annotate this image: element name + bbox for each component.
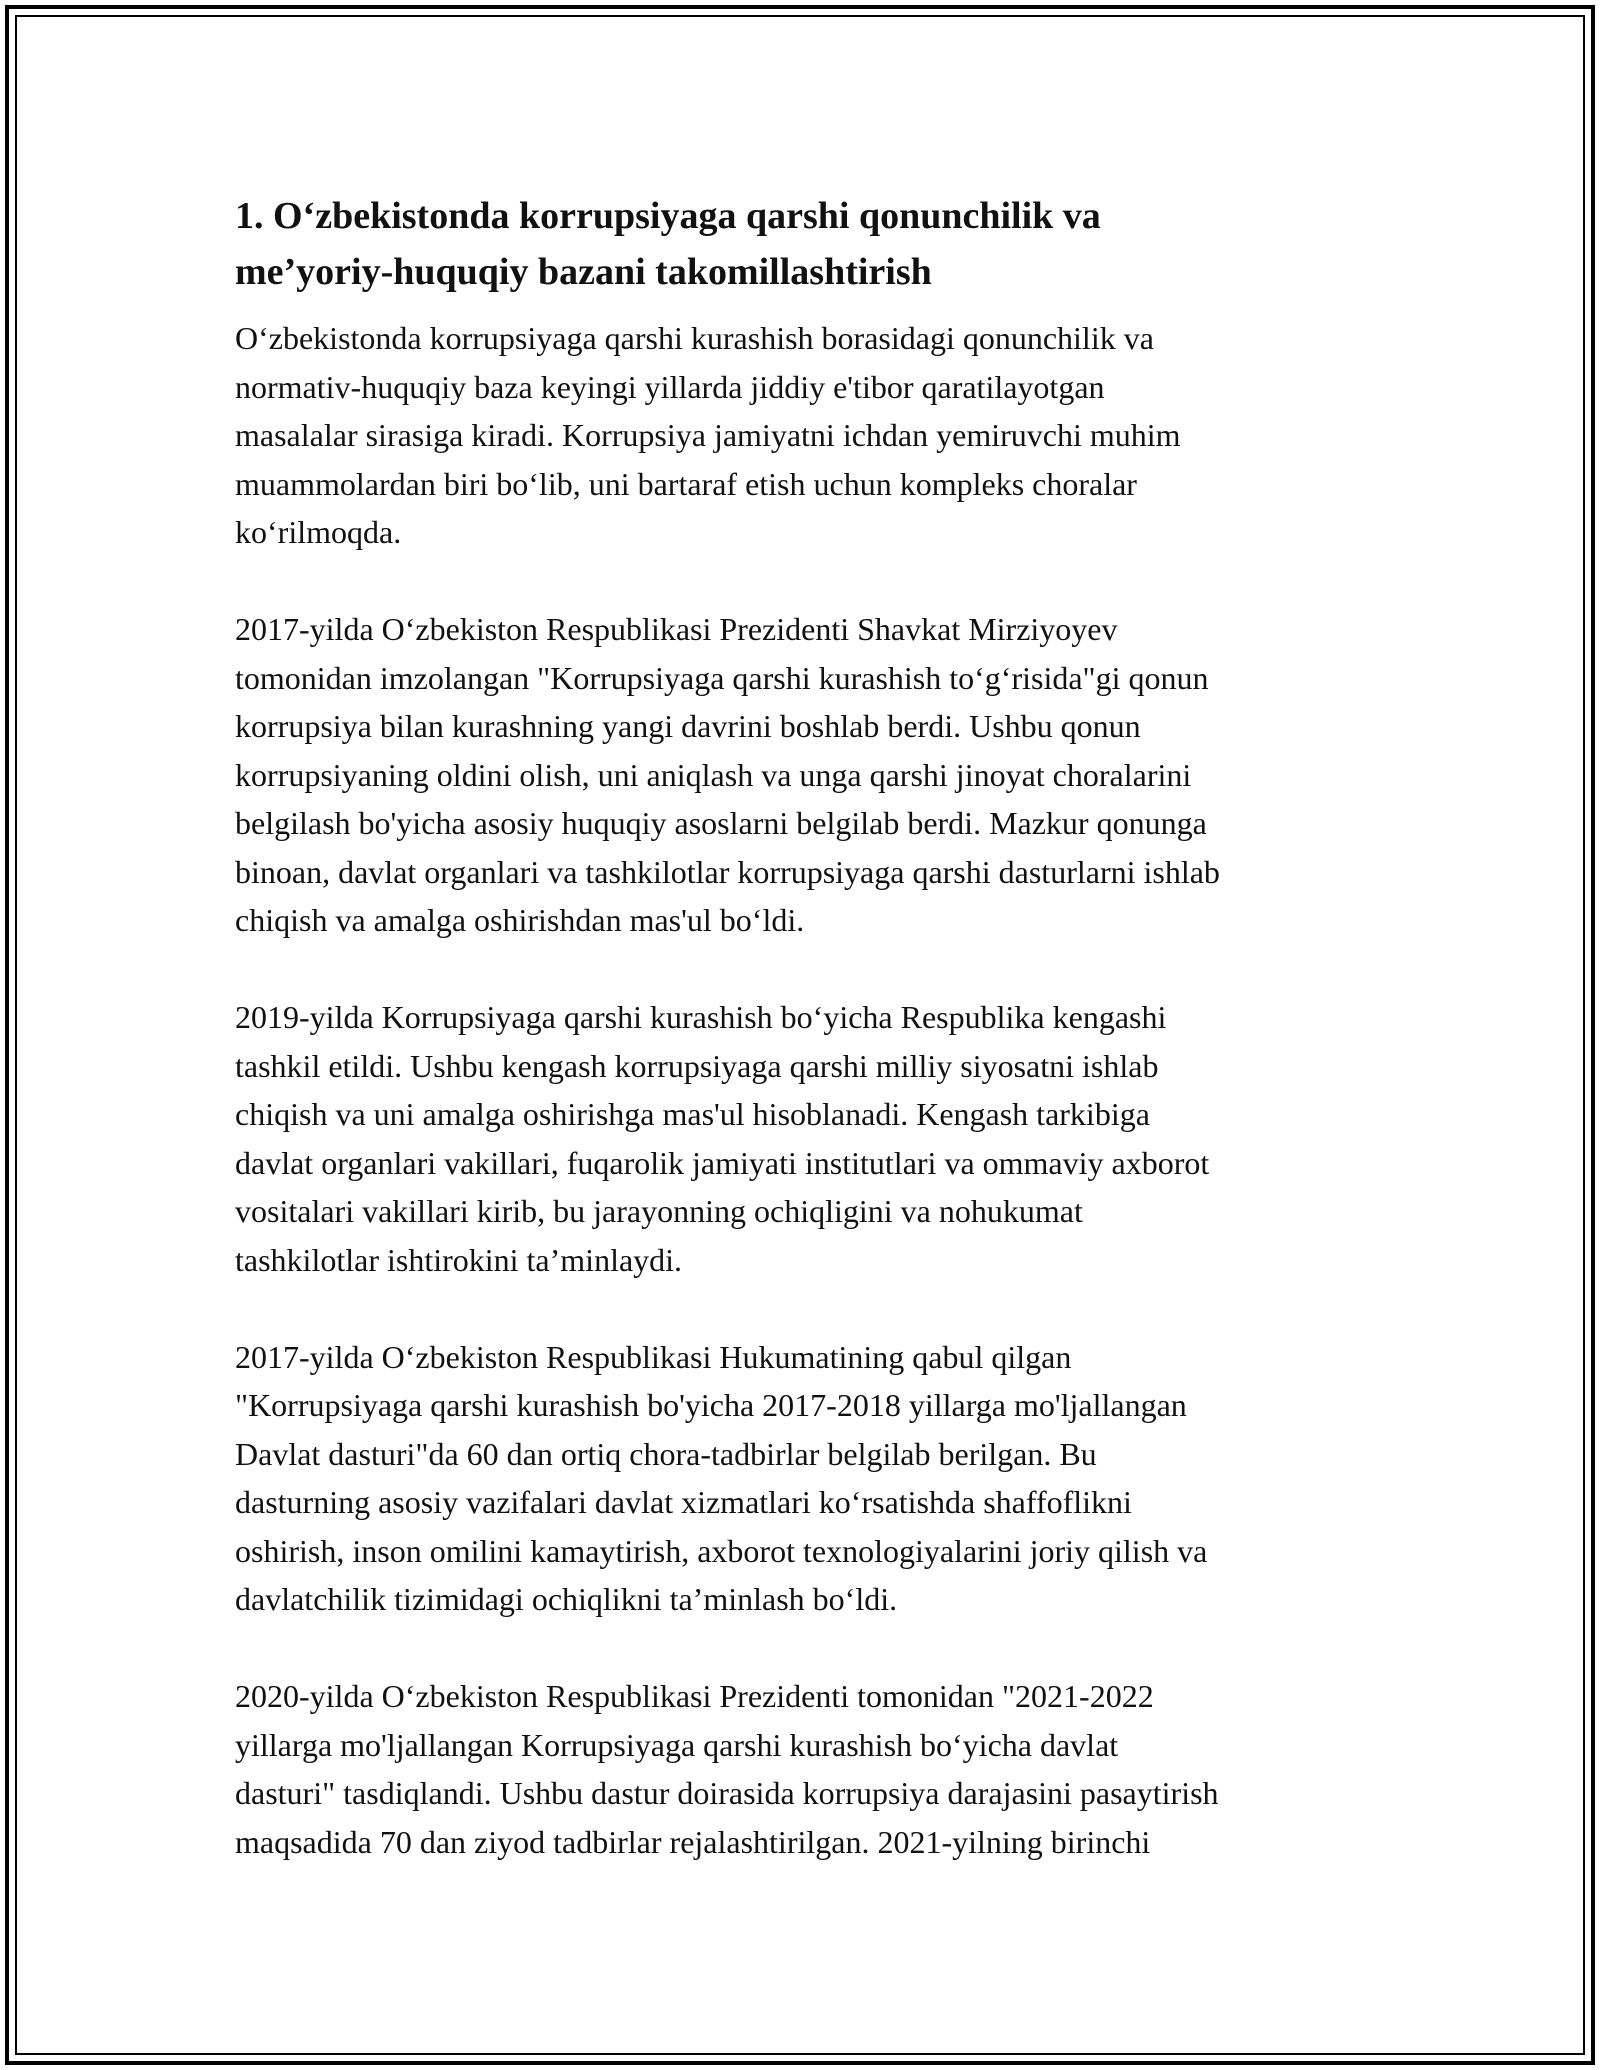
text-line: maqsadida 70 dan ziyod tadbirlar rejalashtirilgan. 2021-yilning birinchi bbox=[235, 1823, 1151, 1860]
paragraph bbox=[235, 993, 1385, 1284]
section-heading bbox=[235, 188, 1385, 300]
text-line: 2020-yilda O‘zbekiston Respublikasi Prezidenti tomonidan "2021-2022 bbox=[235, 1678, 1154, 1714]
text-line: normativ-huquqiy baza keyingi yillarda jiddiy e'tibor qaratilayotgan bbox=[235, 368, 1105, 405]
text-line: chiqish va uni amalga oshirishga mas'ul hisoblanadi. Kengash tarkibiga bbox=[235, 1096, 1150, 1132]
text-line: belgilash bo'yicha asosiy huquqiy asoslarni belgilab berdi. Mazkur qonunga bbox=[235, 805, 1207, 841]
paragraph bbox=[235, 1672, 1385, 1866]
text-line: "Korrupsiyaga qarshi kurashish bo'yicha 2017-2018 yillarga mo'ljallangan bbox=[235, 1387, 1187, 1423]
text-line: korrupsiya bilan kurashning yangi davrini boshlab berdi. Ushbu qonun bbox=[235, 708, 1141, 744]
heading-line: me’yoriy-huquqiy bazani takomillashtirish bbox=[235, 251, 932, 293]
text-line: binoan, davlat organlari va tashkilotlar korrupsiyaga qarshi dasturlarni ishlab bbox=[235, 853, 1220, 890]
text-line: korrupsiyaning oldini olish, uni aniqlash va unga qarshi jinoyat choralarini bbox=[235, 756, 1192, 793]
text-line: vositalari vakillari kirib, bu jarayonning ochiqligini va nohukumat bbox=[235, 1193, 1083, 1229]
text-line: ko‘rilmoqda. bbox=[235, 514, 402, 550]
text-line: davlatchilik tizimidagi ochiqlikni ta’minlash bo‘ldi. bbox=[235, 1581, 898, 1617]
text-line: 2017-yilda O‘zbekiston Respublikasi Hukumatining qabul qilgan bbox=[235, 1338, 1072, 1375]
text-line: oshirish, inson omilini kamaytirish, axborot texnologiyalarini joriy qilish va bbox=[235, 1532, 1208, 1569]
paragraph bbox=[235, 314, 1385, 557]
paragraph bbox=[235, 605, 1385, 945]
text-line: O‘zbekistonda korrupsiyaga qarshi kurashish borasidagi qonunchilik va bbox=[235, 320, 1154, 356]
text-line: masalalar sirasiga kiradi. Korrupsiya jamiyatni ichdan yemiruvchi muhim bbox=[235, 417, 1181, 453]
text-line: 2019-yilda Korrupsiyaga qarshi kurashish bo‘yicha Respublika kengashi bbox=[235, 999, 1167, 1035]
text-line: dasturi" tasdiqlandi. Ushbu dastur doirasida korrupsiya darajasini pasaytirish bbox=[235, 1775, 1219, 1811]
heading-line: 1. O‘zbekistonda korrupsiyaga qarshi qonunchilik va bbox=[235, 195, 1101, 237]
text-line: tomonidan imzolangan "Korrupsiyaga qarshi kurashish to‘g‘risida"gi qonun bbox=[235, 659, 1209, 696]
text-line: 2017-yilda O‘zbekiston Respublikasi Prezidenti Shavkat Mirziyoyev bbox=[235, 611, 1118, 647]
document-body bbox=[235, 188, 1385, 1866]
text-line: dasturning asosiy vazifalari davlat xizmatlari ko‘rsatishda shaffoflikni bbox=[235, 1484, 1132, 1520]
text-line: davlat organlari vakillari, fuqarolik jamiyati institutlari va ommaviy axborot bbox=[235, 1144, 1210, 1181]
text-line: muammolardan biri bo‘lib, uni bartaraf etish uchun kompleks choralar bbox=[235, 465, 1137, 502]
paragraph bbox=[235, 1333, 1385, 1624]
text-line: Davlat dasturi"da 60 dan ortiq chora-tadbirlar belgilab berilgan. Bu bbox=[235, 1435, 1097, 1472]
text-line: yillarga mo'ljallangan Korrupsiyaga qarshi kurashish bo‘yicha davlat bbox=[235, 1726, 1119, 1763]
text-line: tashkil etildi. Ushbu kengash korrupsiyaga qarshi milliy siyosatni ishlab bbox=[235, 1047, 1159, 1084]
text-line: tashkilotlar ishtirokini ta’minlaydi. bbox=[235, 1241, 683, 1278]
text-line: chiqish va amalga oshirishdan mas'ul bo‘ldi. bbox=[235, 902, 805, 938]
